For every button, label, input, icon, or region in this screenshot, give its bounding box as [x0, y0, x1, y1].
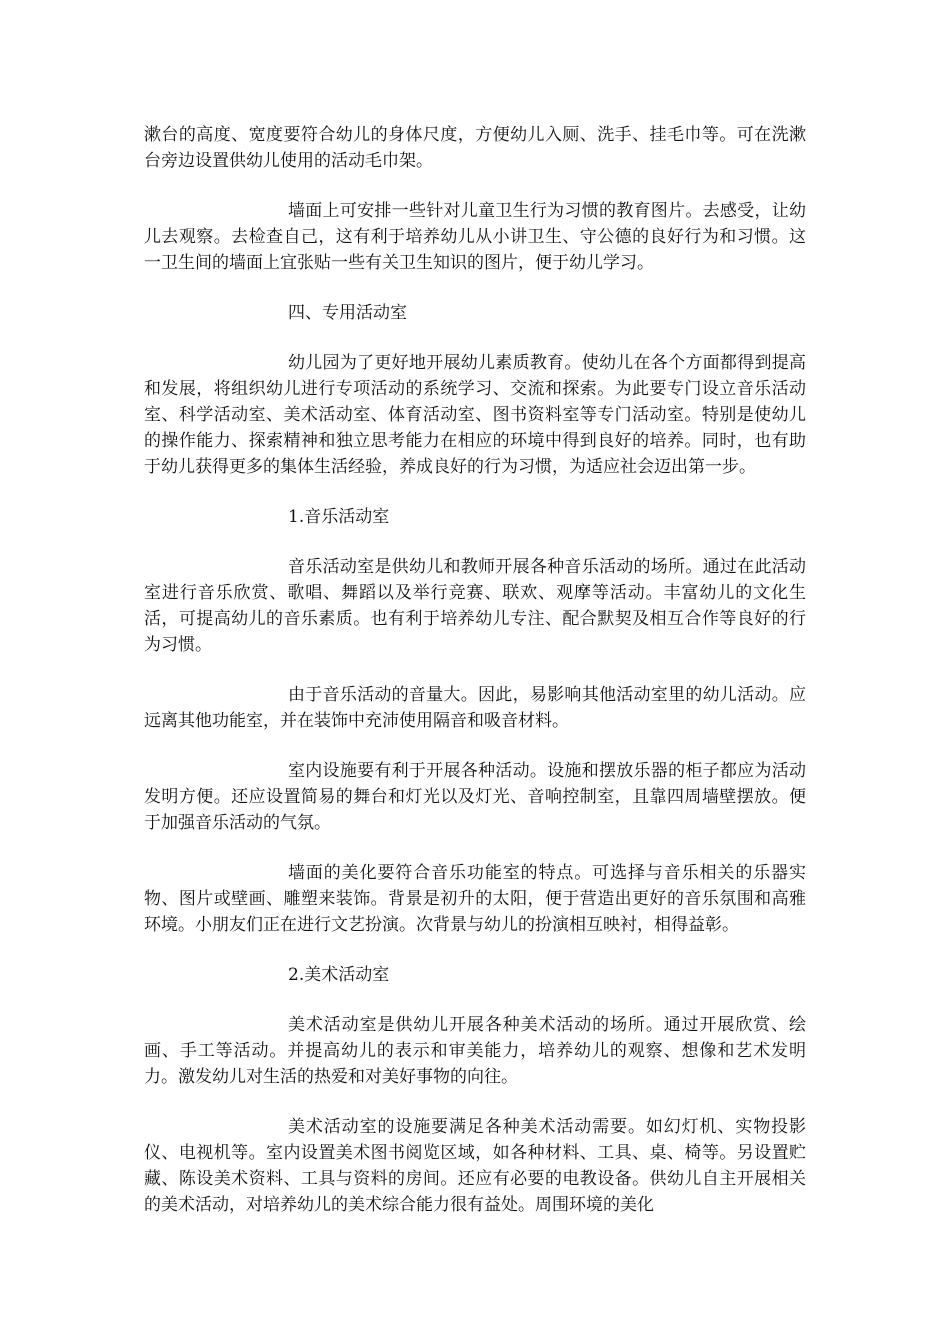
subsection-heading-music-room: 1.音乐活动室	[288, 507, 390, 527]
section-heading-special-rooms: 四、专用活动室	[288, 303, 407, 323]
subsection-heading-art-room: 2.美术活动室	[288, 965, 390, 985]
document-body	[144, 122, 806, 1242]
paragraph-special-rooms-intro: 幼儿园为了更好地开展幼儿素质教育。使幼儿在各个方面都得到提高和发展，将组织幼儿进行专项活动的系统学习、交流和探索。为此要专门设立音乐活动室、科学活动室、美术活动室、体育活动室、图书资料室等专门活动室。特别是使幼儿的操作能力、探索精神和独立思考能力在相应的环境中得到良好的培养。同时，也有助于幼儿获得更多的集体生活经验，养成良好的行为习惯，为适应社会迈出第一步。	[144, 353, 806, 477]
paragraph-bathroom-wall: 墙面上可安排一些针对儿童卫生行为习惯的教育图片。去感受，让幼儿去观察。去检查自己，这有利于培养幼儿从小讲卫生、守公德的良好行为和习惯。这一卫生间的墙面上宜张贴一些有关卫生知识的图片，便于幼儿学习。	[144, 201, 806, 273]
paragraph-music-room-facilities: 室内设施要有利于开展各种活动。设施和摆放乐器的柜子都应为活动发明方便。还应设置简易的舞台和灯光以及灯光、音响控制室，且靠四周墙壁摆放。便于加强音乐活动的气氛。	[144, 761, 806, 833]
paragraph-music-room-wall: 墙面的美化要符合音乐功能室的特点。可选择与音乐相关的乐器实物、图片或壁画、雕塑来装饰。背景是初升的太阳，便于营造出更好的音乐氛围和高雅环境。小朋友们正在进行文艺扮演。次背景与幼儿的扮演相互映衬，相得益彰。	[144, 863, 806, 935]
paragraph-music-room-purpose: 音乐活动室是供幼儿和教师开展各种音乐活动的场所。通过在此活动室进行音乐欣赏、歌唱、舞蹈以及举行竞赛、联欢、观摩等活动。丰富幼儿的文化生活，可提高幼儿的音乐素质。也有利于培养幼儿专注、配合默契及相互合作等良好的行为习惯。	[144, 557, 806, 655]
paragraph-art-room-purpose: 美术活动室是供幼儿开展各种美术活动的场所。通过开展欣赏、绘画、手工等活动。并提高幼儿的表示和审美能力，培养幼儿的观察、想像和艺术发明力。激发幼儿对生活的热爱和对美好事物的向往。	[144, 1015, 806, 1087]
paragraph-music-room-sound: 由于音乐活动的音量大。因此，易影响其他活动室里的幼儿活动。应远离其他功能室，并在装饰中充沛使用隔音和吸音材料。	[144, 685, 806, 731]
paragraph-art-room-facilities: 美术活动室的设施要满足各种美术活动需要。如幻灯机、实物投影仪、电视机等。室内设置美术图书阅览区域，如各种材料、工具、桌、椅等。另设置贮藏、陈设美术资料、工具与资料的房间。还应有必要的电教设备。供幼儿自主开展相关的美术活动，对培养幼儿的美术综合能力很有益处。周围环境的美化	[144, 1117, 806, 1215]
paragraph-continuation: 漱台的高度、宽度要符合幼儿的身体尺度，方便幼儿入厕、洗手、挂毛巾等。可在洗漱台旁边设置供幼儿使用的活动毛巾架。	[144, 125, 806, 171]
